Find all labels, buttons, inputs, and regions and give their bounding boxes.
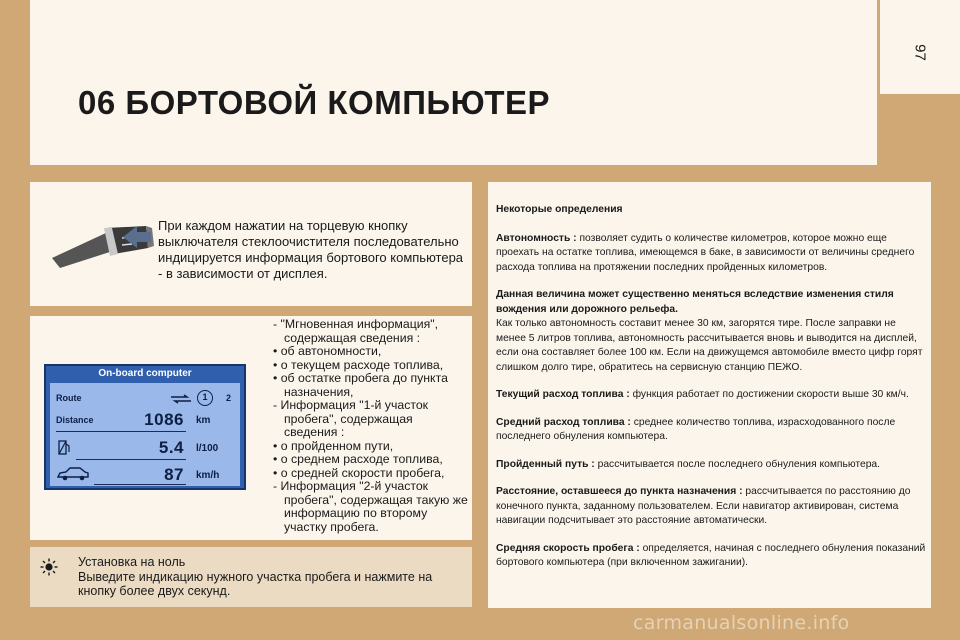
intro-text: При каждом нажатии на торцевую кнопку выключателя стеклоочистителя последовательно индицируется информация бортового компьютера - в зависимости от дисплея.: [158, 218, 464, 281]
fuel-pump-icon: [58, 439, 70, 455]
reset-text: Выведите индикацию нужного участка пробега и нажмите на кнопку более двух секунд.: [78, 569, 433, 598]
route-label: Route: [56, 393, 82, 403]
list-item: - Информация "1-й участок пробега", содержащая сведения :: [273, 398, 429, 439]
speed-value: 87: [164, 465, 184, 484]
press-arrow-icon: [121, 224, 153, 250]
distance-label: Distance: [56, 415, 94, 425]
list-item: • об остатке пробега до пункта назначения,: [273, 371, 448, 399]
list-item: • о средней скорости пробега,: [273, 465, 445, 480]
swap-arrow-icon: [170, 394, 192, 404]
list-item: - Информация "2-й участок пробега", содержащая такую же информацию по второму участку пробега.: [273, 479, 468, 534]
route-1-badge: 1: [197, 390, 213, 406]
page-number: 97: [911, 44, 929, 61]
list-item: • о текущем расходе топлива,: [273, 357, 444, 372]
definition-distance-remaining: Расстояние, оставшееся до пункта назначения : рассчитывается по расстоянию до конечного пункта, заданному пользователем. Если навигатор активирован, система навигации подсчитывает это расстояние автоматически.: [496, 486, 911, 526]
definition-average-consumption: Средний расход топлива : среднее количество топлива, израсходованного после последнего обнуления компьютера.: [496, 416, 896, 442]
display-panel: [50, 383, 240, 486]
car-icon: [56, 467, 90, 481]
definition-average-speed: Средняя скорость пробега : определяется, начиная с последнего обнуления показаний бортового компьютера (при включенном зажигании).: [496, 542, 926, 568]
definition-autonomy-note: Данная величина может существенно меняться вследствие изменения стиля вождения или дорожного рельефа. Как только автономность составит менее 30 км, загорятся тире. После заправки не менее 5 литров топлива, автономность рассчитывается вновь и выводится на дисплей, если она составляет более 100 км. Если на движущемся автомобиле вместо цифр горят слишком долго тире, обратитесь на сервисную станцию ПЕЖО.: [496, 289, 923, 373]
reset-instructions: [78, 555, 468, 599]
tip-light-icon: [40, 558, 58, 576]
list-item: - "Мгновенная информация", содержащая сведения :: [273, 317, 439, 345]
page-title: 06 БОРТОВОЙ КОМПЬЮТЕР: [78, 84, 551, 121]
watermark: carmanualsonline.info: [633, 612, 850, 634]
definition-distance-travelled: Пройденный путь : рассчитывается после последнего обнуления компьютера.: [496, 458, 881, 470]
list-item: • об автономности,: [273, 344, 382, 358]
distance-value: 1086: [144, 410, 184, 429]
reset-title: Установка на ноль: [78, 555, 186, 569]
list-item: • о пройденном пути,: [273, 438, 394, 453]
definitions-heading: Некоторые определения: [496, 204, 623, 215]
onboard-display: [44, 364, 246, 490]
list-item: • о среднем расходе топлива,: [273, 452, 443, 466]
route-2-label: 2: [226, 393, 232, 403]
display-header: On-board computer: [98, 368, 192, 379]
definition-current-consumption: Текущий расход топлива : функция работает по достижении скорости выше 30 км/ч.: [496, 389, 909, 400]
definitions: [496, 203, 926, 584]
header-panel: [30, 0, 877, 165]
speed-unit: km/h: [196, 470, 220, 481]
info-list: [273, 318, 469, 534]
fuel-unit: l/100: [196, 443, 219, 454]
definition-autonomy: Автономность : позволяет судить о количестве километров, которое можно еще проехать на остатке топлива, имеющемся в баке, в зависимости от величины среднего расхода топлива на протяжении последних пройденных километров.: [496, 232, 915, 273]
distance-unit: km: [196, 415, 211, 426]
fuel-value: 5.4: [158, 438, 184, 457]
